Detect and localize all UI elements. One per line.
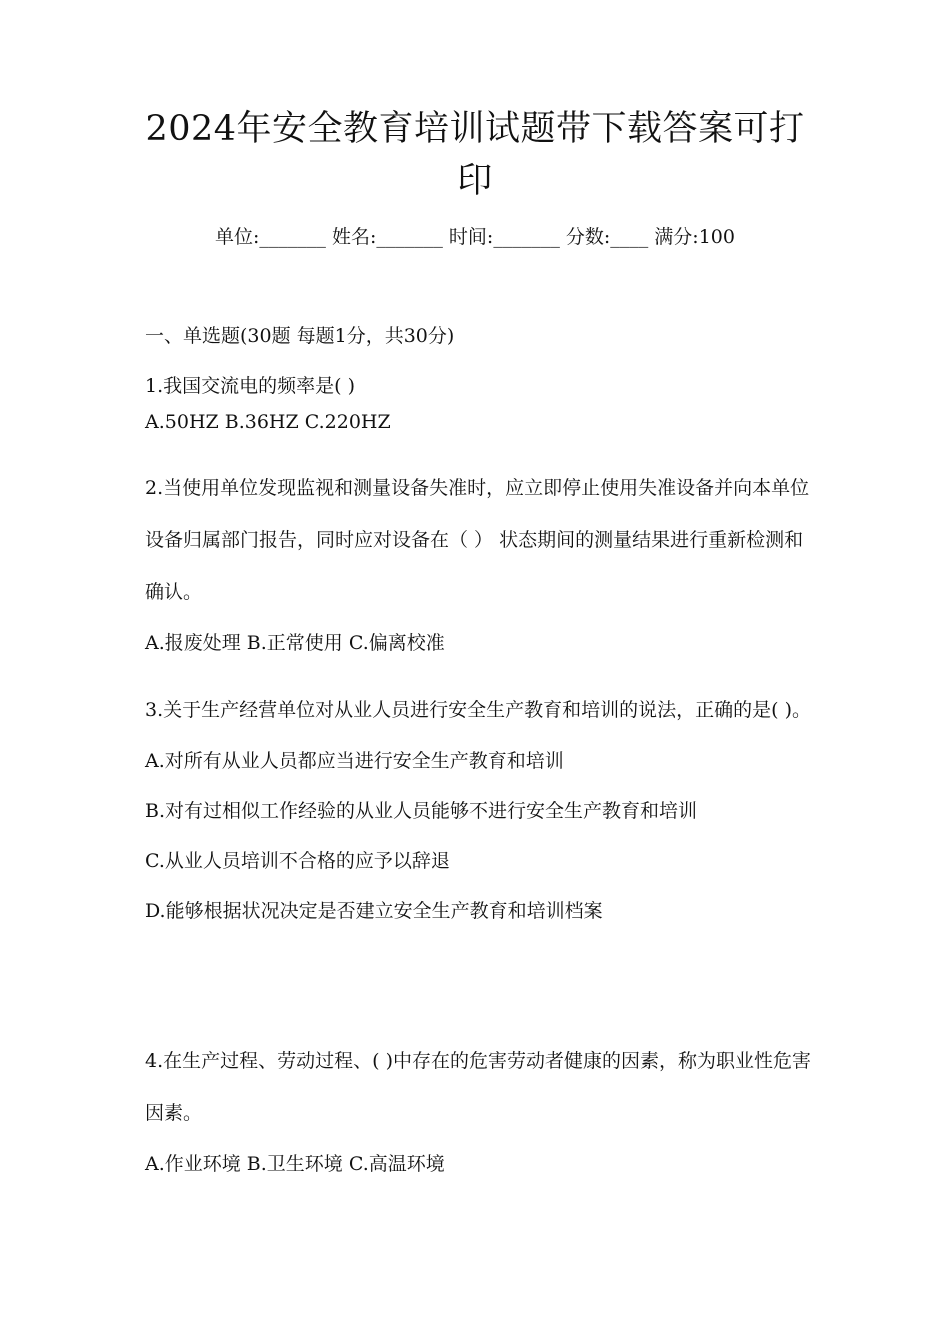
question-stem: 4.在生产过程、劳动过程、( )中存在的危害劳动者健康的因素，称为职业性危害因素。 xyxy=(145,1050,811,1124)
question-options: A.报废处理 B.正常使用 C.偏离校准 xyxy=(145,632,445,654)
question-1 xyxy=(145,368,815,440)
question-stem: 3.关于生产经营单位对从业人员进行安全生产教育和培训的说法，正确的是( )。 xyxy=(145,699,811,721)
document-title: 2024年安全教育培训试题带下载答案可打印 xyxy=(145,109,805,201)
question-4 xyxy=(145,1035,815,1189)
option-d: D.能够根据状况决定是否建立安全生产教育和培训档案 xyxy=(145,900,603,922)
option-c: C.从业人员培训不合格的应予以辞退 xyxy=(145,850,450,872)
exam-info-line: 单位:_______ 姓名:_______ 时间:_______ 分数:____ 满分:100 xyxy=(215,226,735,248)
question-options: A.50HZ B.36HZ C.220HZ xyxy=(145,411,391,433)
option-a: A.对所有从业人员都应当进行安全生产教育和培训 xyxy=(145,750,564,772)
question-2 xyxy=(145,462,815,668)
question-stem: 1.我国交流电的频率是( ) xyxy=(145,375,355,397)
question-3 xyxy=(145,684,815,936)
question-options: A.作业环境 B.卫生环境 C.高温环境 xyxy=(145,1153,445,1175)
section-heading: 一、单选题(30题 每题1分，共30分) xyxy=(145,325,455,347)
option-b: B.对有过相似工作经验的从业人员能够不进行安全生产教育和培训 xyxy=(145,800,698,822)
question-stem: 2.当使用单位发现监视和测量设备失准时，应立即停止使用失准设备并向本单位设备归属部门报告，同时应对设备在（ ） 状态期间的测量结果进行重新检测和确认。 xyxy=(145,477,810,603)
